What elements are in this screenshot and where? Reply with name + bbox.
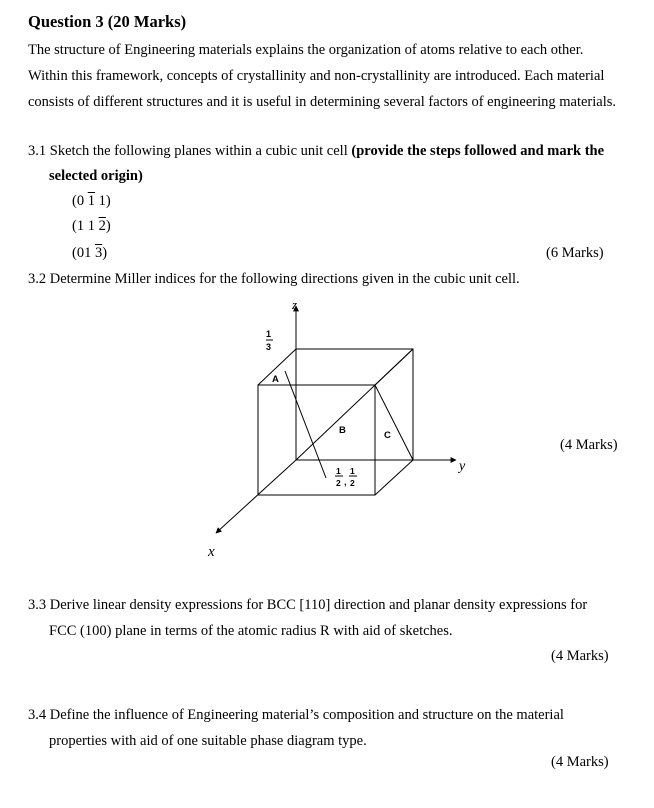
fraction-denominator: 3 [266, 342, 272, 352]
y-axis-label: y [459, 459, 466, 474]
intro-line: consists of different structures and it is useful in determining several factors of engineering materials. [28, 94, 617, 110]
fraction-numerator: 1 [336, 466, 341, 476]
x-axis [216, 460, 296, 533]
plane-bar-digit: 1 [87, 193, 95, 209]
q3-2-marks: (4 Marks) [560, 437, 618, 453]
label-a: A [272, 374, 279, 385]
q3-3-line1: 3.3 Derive linear density expressions for BCC [110] direction and planar density expressions for [28, 597, 588, 613]
x-axis-label: x [208, 544, 215, 560]
question-title: Question 3 (20 Marks) [28, 12, 187, 31]
q3-2-text: 3.2 Determine Miller indices for the following directions given in the cubic unit cell. [28, 271, 520, 287]
intro-line: Within this framework, concepts of crystallinity and non-crystallinity are introduced. Each material [28, 68, 605, 84]
direction-b-line [296, 349, 413, 460]
q3-3-marks: (4 Marks) [551, 648, 609, 664]
fraction-numerator: 1 [350, 466, 355, 476]
fraction-comma: , [344, 477, 347, 487]
plane-bar-digit: 2 [98, 218, 106, 234]
plane-pre: (01 [72, 245, 95, 261]
fraction-denominator: 2 [350, 478, 355, 488]
plane-bar-digit: 3 [94, 245, 103, 261]
cube-edge [375, 460, 413, 495]
q3-1-marks: (6 Marks) [546, 245, 604, 261]
z-axis-label: z [292, 297, 298, 312]
q3-1-bold: (provide the steps followed and mark the [351, 143, 605, 159]
q3-4-line2: properties with aid of one suitable phase diagram type. [49, 733, 367, 749]
label-c: C [384, 430, 391, 441]
q3-4-line1: 3.4 Define the influence of Engineering material’s composition and structure on the material [28, 707, 564, 723]
label-b: B [339, 425, 346, 436]
intro-line: The structure of Engineering materials explains the organization of atoms relative to each other. [28, 42, 584, 58]
plane-pre: (1 1 [72, 218, 99, 234]
q3-1-prefix: 3.1 Sketch the following planes within a cubic unit cell [28, 143, 352, 159]
fraction-numerator: 1 [266, 329, 272, 339]
q3-1-line2: selected origin) [49, 168, 143, 184]
direction-a-line [285, 371, 326, 478]
q3-3-line2: FCC (100) plane in terms of the atomic radius R with aid of sketches. [49, 623, 453, 639]
direction-c-line [375, 385, 413, 460]
q3-4-marks: (4 Marks) [551, 754, 609, 770]
plane-post: ) [105, 218, 111, 234]
fraction-denominator: 2 [336, 478, 341, 488]
plane-post: ) [102, 245, 108, 261]
plane-post: 1) [94, 193, 111, 209]
plane-pre: (0 [72, 193, 88, 209]
